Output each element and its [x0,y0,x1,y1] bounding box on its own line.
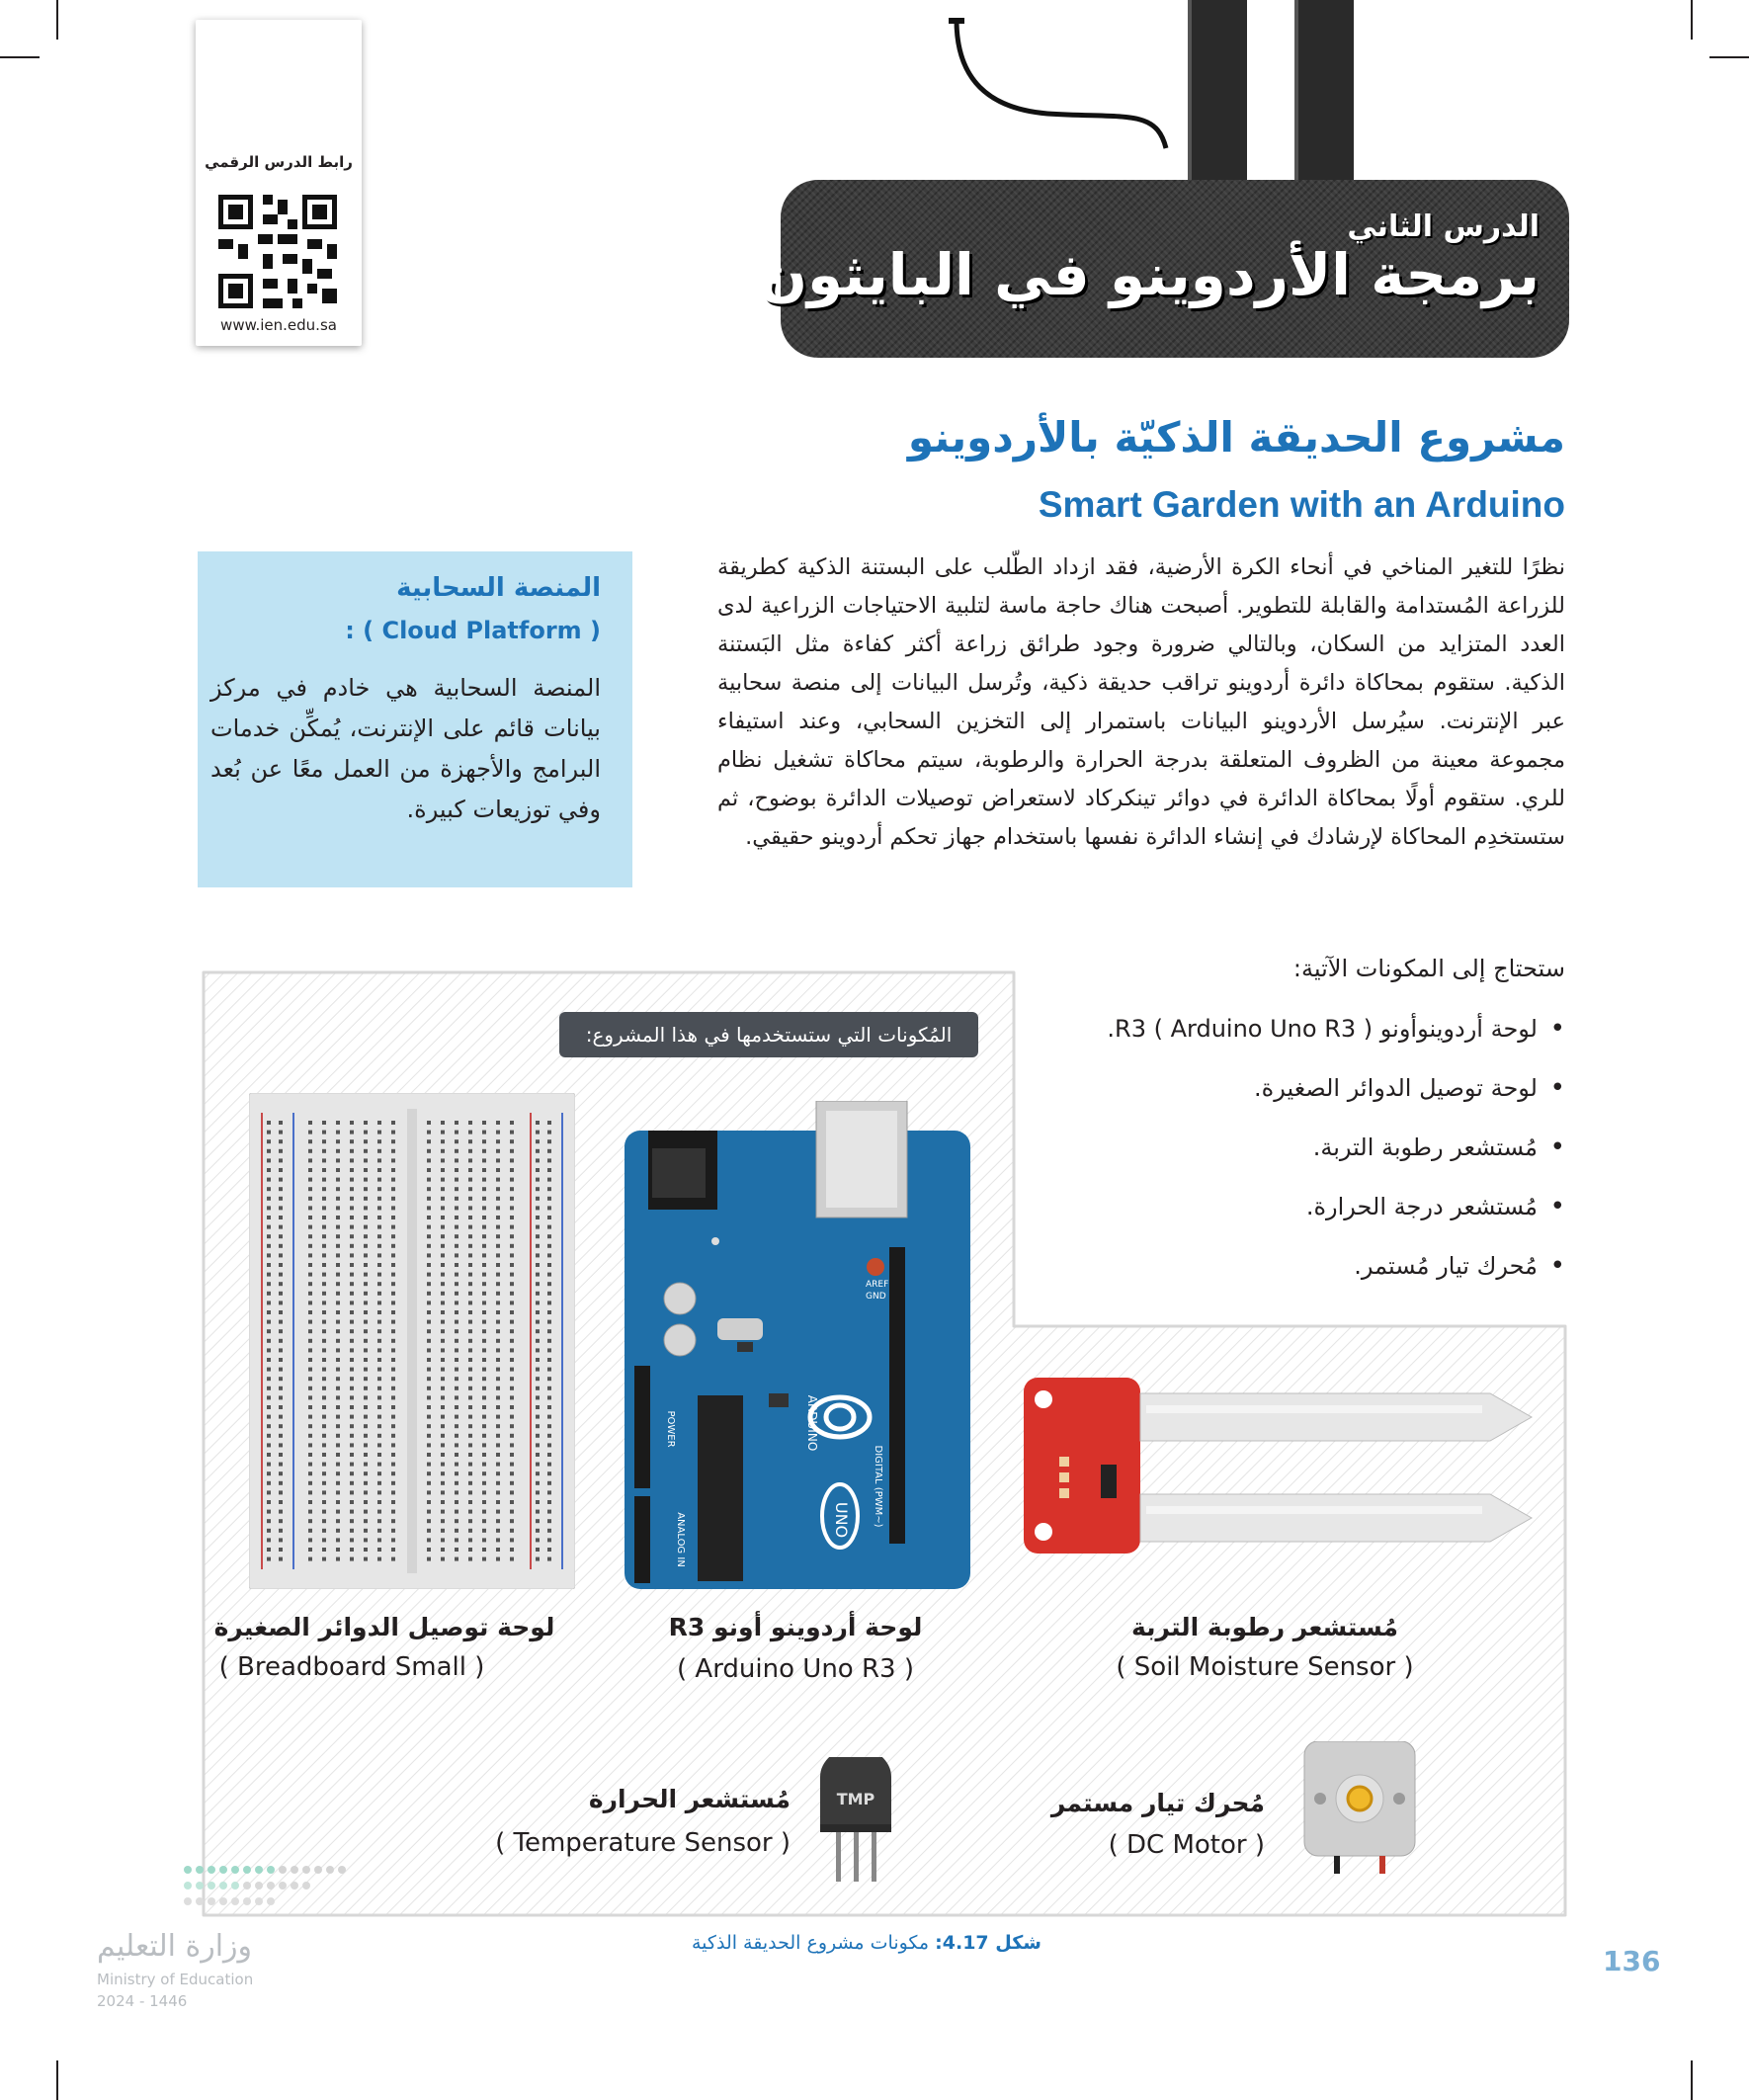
list-item: • لوحة أردوينوأونو R3 ( Arduino Uno R3 ). [972,1006,1565,1065]
figure-caption-number: شكل 4.17: [935,1932,1041,1954]
list-item: • مُحرك تيار مُستمر. [972,1243,1565,1302]
qr-code-icon[interactable] [213,190,342,313]
section-heading-arabic: مشروع الحديقة الذكيّة بالأردوينو [907,413,1565,462]
lesson-banner [758,180,1569,358]
arduino-uno-illustration [621,1101,974,1593]
crop-mark [0,56,40,58]
crop-mark [1709,56,1749,58]
list-item: • مُستشعر رطوبة التربة. [972,1125,1565,1184]
needs-intro: ستحتاج إلى المكونات الآتية: [1292,955,1565,982]
figure-caption [692,1932,1041,1954]
ministry-name-english: Ministry of Education [97,1971,254,1988]
components-badge: المُكونات التي ستستخدمها في هذا المشروع: [559,1012,978,1057]
needs-list [972,1006,1565,1302]
banner-cables [929,0,1423,188]
qr-card[interactable] [196,20,362,346]
dc-motor-caption: مُحرك تيار مستمر [1050,1789,1265,1817]
sidebar-title: المنصة السحابية [396,573,601,603]
arduino-uno-label: UNO [832,1501,851,1539]
breadboard-caption-english: ( Breadboard Small ) [218,1652,485,1682]
crop-mark [56,0,58,40]
crop-mark [1691,0,1693,40]
edition-year: 2024 - 1446 [97,1992,188,2010]
arduino-gnd-label: GND [866,1292,886,1302]
list-item: • مُستشعر درجة الحرارة. [972,1184,1565,1243]
qr-label: رابط الدرس الرقمي [205,153,353,171]
arduino-analog-label: ANALOG IN [675,1512,686,1567]
breadboard-illustration [249,1093,575,1589]
tmp-label: TMP [836,1790,875,1808]
page-number: 136 [1603,1945,1661,1977]
temperature-sensor-illustration [816,1757,897,1888]
soil-moisture-sensor-illustration [1018,1370,1551,1589]
intro-paragraph: نظرًا للتغير المناخي في أنحاء الكرة الأرضية، فقد ازداد الطّلب على البستنة الذكية كطريقة للزراعة المُستدامة والقابلة للتطوير. أصبحت هناك حاجة ماسة لتلبية الاحتياجات الزراعية لدى العدد المتزايد من السكان، وبالتالي ضرورة وجود طرائق زراعة أكثر كفاءة مثل البَستنة الذكية. ستقوم بمحاكاة دائرة أردوينو تراقب حديقة ذكية، وتُرسل البيانات إلى منصة سحابية عبر الإنترنت. سيُرسل الأردوينو البيانات باستمرار إلى التخزين السحابي، وعند استيفاء مجموعة معينة من الظروف المتعلقة بدرجة الحرارة والرطوبة، سيتم محاكاة تشغيل نظام للري. ستقوم أولًا بمحاكاة الدائرة في دوائر تينكركاد لاستعراض توصيلات الدائرة بوضوح، ثم ستستخدِم المحاكاة لإرشادك في إنشاء الدائرة نفسها باستخدام جهاز تحكم أردوينو حقيقي. [717,554,1565,850]
lesson-subtitle: الدرس الثاني [1347,210,1540,244]
soil-sensor-caption: مُستشعر رطوبة التربة [1130,1613,1399,1641]
crop-mark [56,2060,58,2100]
dc-motor-caption-english: ( DC Motor ) [1108,1830,1265,1860]
arduino-aref-label: AREF [866,1280,889,1290]
list-item: • لوحة توصيل الدوائر الصغيرة. [972,1065,1565,1125]
section-heading-english: Smart Garden with an Arduino [1038,484,1565,525]
temperature-sensor-caption-english: ( Temperature Sensor ) [495,1828,791,1858]
ministry-logo-icon [178,1858,356,1927]
sidebar-body: المنصة السحابية هي خادم في مركز بيانات قائم على الإنترنت، يُمكِّن خدمات البرامج والأجهزة من العمل معًا عن بُعد وفي توزيعات كبيرة. [210,674,601,823]
arduino-caption-english: ( Arduino Uno R3 ) [677,1654,914,1684]
arduino-brand-label: ARDUINO [805,1394,819,1452]
breadboard-caption: لوحة توصيل الدوائر الصغيرة [213,1613,555,1641]
arduino-power-label: POWER [665,1410,676,1448]
arduino-caption: لوحة أردوينو أونو R3 [668,1613,923,1641]
lesson-title: برمجة الأردوينو في البايثون [758,241,1540,308]
crop-mark [1691,2060,1693,2100]
temperature-sensor-caption: مُستشعر الحرارة [588,1785,791,1813]
ministry-name-arabic: وزارة التعليم [97,1929,253,1964]
qr-url[interactable]: www.ien.edu.sa [220,316,337,334]
arduino-digital-label: DIGITAL (PWM~) [873,1445,883,1528]
cloud-platform-sidebar [198,551,632,887]
soil-sensor-caption-english: ( Soil Moisture Sensor ) [1116,1652,1414,1682]
dc-motor-illustration [1300,1741,1419,1880]
figure-caption-text: مكونات مشروع الحديقة الذكية [692,1932,930,1954]
sidebar-title-english: : ( Cloud Platform ) [345,617,601,644]
